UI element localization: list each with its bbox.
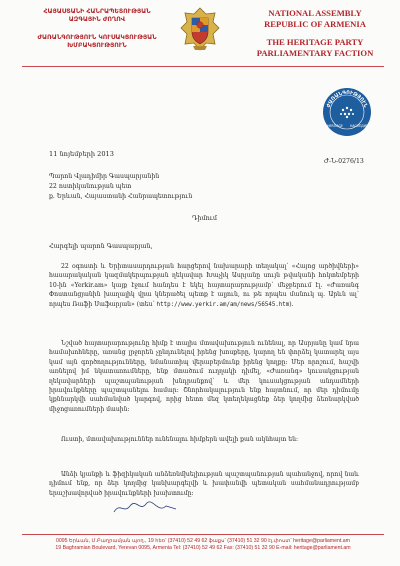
paragraph-3-text: Ուստի, մտավախություններ ունենալու հիմքերն ավելի քան ակնհայտ են: — [61, 436, 299, 443]
party-logo-bottom-right: НАСЛЕДИЕ — [349, 124, 369, 128]
url-prefix: (տես՝ — [136, 300, 157, 308]
header-right-line-1: NATIONAL ASSEMBLY — [268, 8, 362, 18]
header-left-line-1: ՀԱՅԱՍՏԱՆԻ ՀԱՆՐԱՊԵՏՈՒԹՅԱՆ — [43, 8, 151, 15]
footer-divider — [22, 534, 384, 535]
party-logo-bottom-left: HERITAGE — [327, 124, 343, 128]
letter-reference-number: Ժ-Ն-0276/13 — [324, 158, 364, 165]
header-left-line-2: ԱԶԳԱՅԻՆ ԺՈՂՈՎ — [68, 16, 126, 24]
heritage-party-logo-icon — [321, 86, 373, 138]
letter-salutation: Հարգելի պարոն Գասպարյան, — [49, 242, 153, 250]
paragraph-4-text: Անձի կյանքի և ֆիզիկական անձեռնմխելիության պաշտպանության պահանջով, որով նաև դիմում ենք, որ ձեր կողմից կանխարգելվի և խափանվի պետական սահմանադրությամբ երաշխավորված իրավունքների խախտումը: — [49, 471, 359, 497]
paragraph-1 — [49, 262, 359, 310]
recipient-line-1: Պարոն Վլադիմիր Գասպարյանին — [49, 173, 160, 180]
paragraph-1-text: 22 օգոստի և Երիտասարդության հարցերով նախարարի տեղակալ՝ «Հայոց արծիվների» հասարակական կազմակերպության ղեկավար Խաչիկ Ասրյանը սույն թվականի հոկտեմբերի 10-ին «Yerkir.am» կայք էջում հանդես է եկել հայտարարությամբ՝ մեջբերում էլ. «Ժառանգ Փոստանցյանին խաղալիկ վրա կներածել պետք է ալյուն, ու թե որպես մանուկ պ. Արևն ալ՝ որպես Ռաֆի Սաֆարյան» — [49, 263, 359, 308]
coat-of-arms-icon — [175, 4, 225, 54]
header-left-line-4: ԽՄԲԱԿՑՈՒԹՅՈՒՆ — [67, 41, 127, 49]
news-link[interactable]: http://www.yerkir.am/am/news/56545.htm — [156, 301, 290, 308]
url-suffix: ). — [289, 300, 294, 308]
letter-subject: Դիմում — [192, 214, 217, 222]
footer-contacts — [22, 538, 384, 553]
party-logo-ring-text: ԺԱՌԱՆԳՈՒԹՅՈՒՆ — [325, 89, 369, 109]
paragraph-4 — [49, 470, 359, 498]
paragraph-2 — [49, 339, 359, 414]
footer-line-armenian: 0095 Երևան, Մ.Բաղրամյան պող., 19 հեռ՝ (37410) 52 49 62 ֆաքս՝ (37410) 51 32 90 էլ.փոստ՝ heritage@parliament.am — [56, 538, 350, 544]
footer-line-english: 19 Baghramian Boulevard, Yerevan 0095, Armenia Tel: (37410) 52 49 62 Fax: (37410) 51 32 90 E-mail: heritage@parliament.am — [55, 545, 351, 552]
handwritten-signature-icon — [110, 500, 180, 516]
header-english — [245, 8, 385, 58]
recipient-line-3: ք. Երևան, Հայաստանի Հանրապետություն — [49, 193, 193, 200]
recipient-line-2: 22 ոստիկանության պետ — [49, 183, 132, 190]
recipient-block — [49, 172, 192, 202]
header-right-line-4: PARLIAMENTARY FACTION — [256, 47, 374, 58]
header-divider — [22, 66, 384, 67]
letter-date: 11 նոյեմբերի 2013 — [49, 150, 114, 158]
header-armenian — [22, 8, 172, 50]
paragraph-2-text: Նշված հայտարարությունը հիմք է տալիս մտավախություն ունենալ, որ Ասրյանը կամ նրա համախոհները, առանց լրջորեն չընդունելով իրենց խոսքերը, կարող են փորձել կատարել այս կամ այն գործողությունները, նմանատիպ վերաբերմունք իրենց կողքը: Մեր որոշում, հաշվի առնելով իմ նկատառումները, ենք մտածում ուղղակի դիմել, «Ժառանգ» կուսակցության ղեկավարների պաշտպանության խնդրանքով՝ և մեր կուսակցության անդամների իրավունքները պաշտպանելու համար: Շնորհակալություն ենք հայտնում, որ մեր դիմումը կքննարկվի սահմանված կարգով, որից հետո մեզ կտեղեկացնեք ձեր կողմից ձեռնարկված միջոցառումների մասին: — [49, 340, 359, 413]
header-right-line-2: REPUBLIC OF ARMENIA — [264, 18, 366, 29]
paragraph-3 — [49, 435, 359, 444]
header-left-line-3: ԺԱՌԱՆԳՈՒԹՅՈՒՆ ԿՈՒՍԱԿՑՈՒԹՅԱՆ — [37, 33, 157, 41]
header-right-line-3: THE HERITAGE PARTY — [266, 37, 364, 47]
